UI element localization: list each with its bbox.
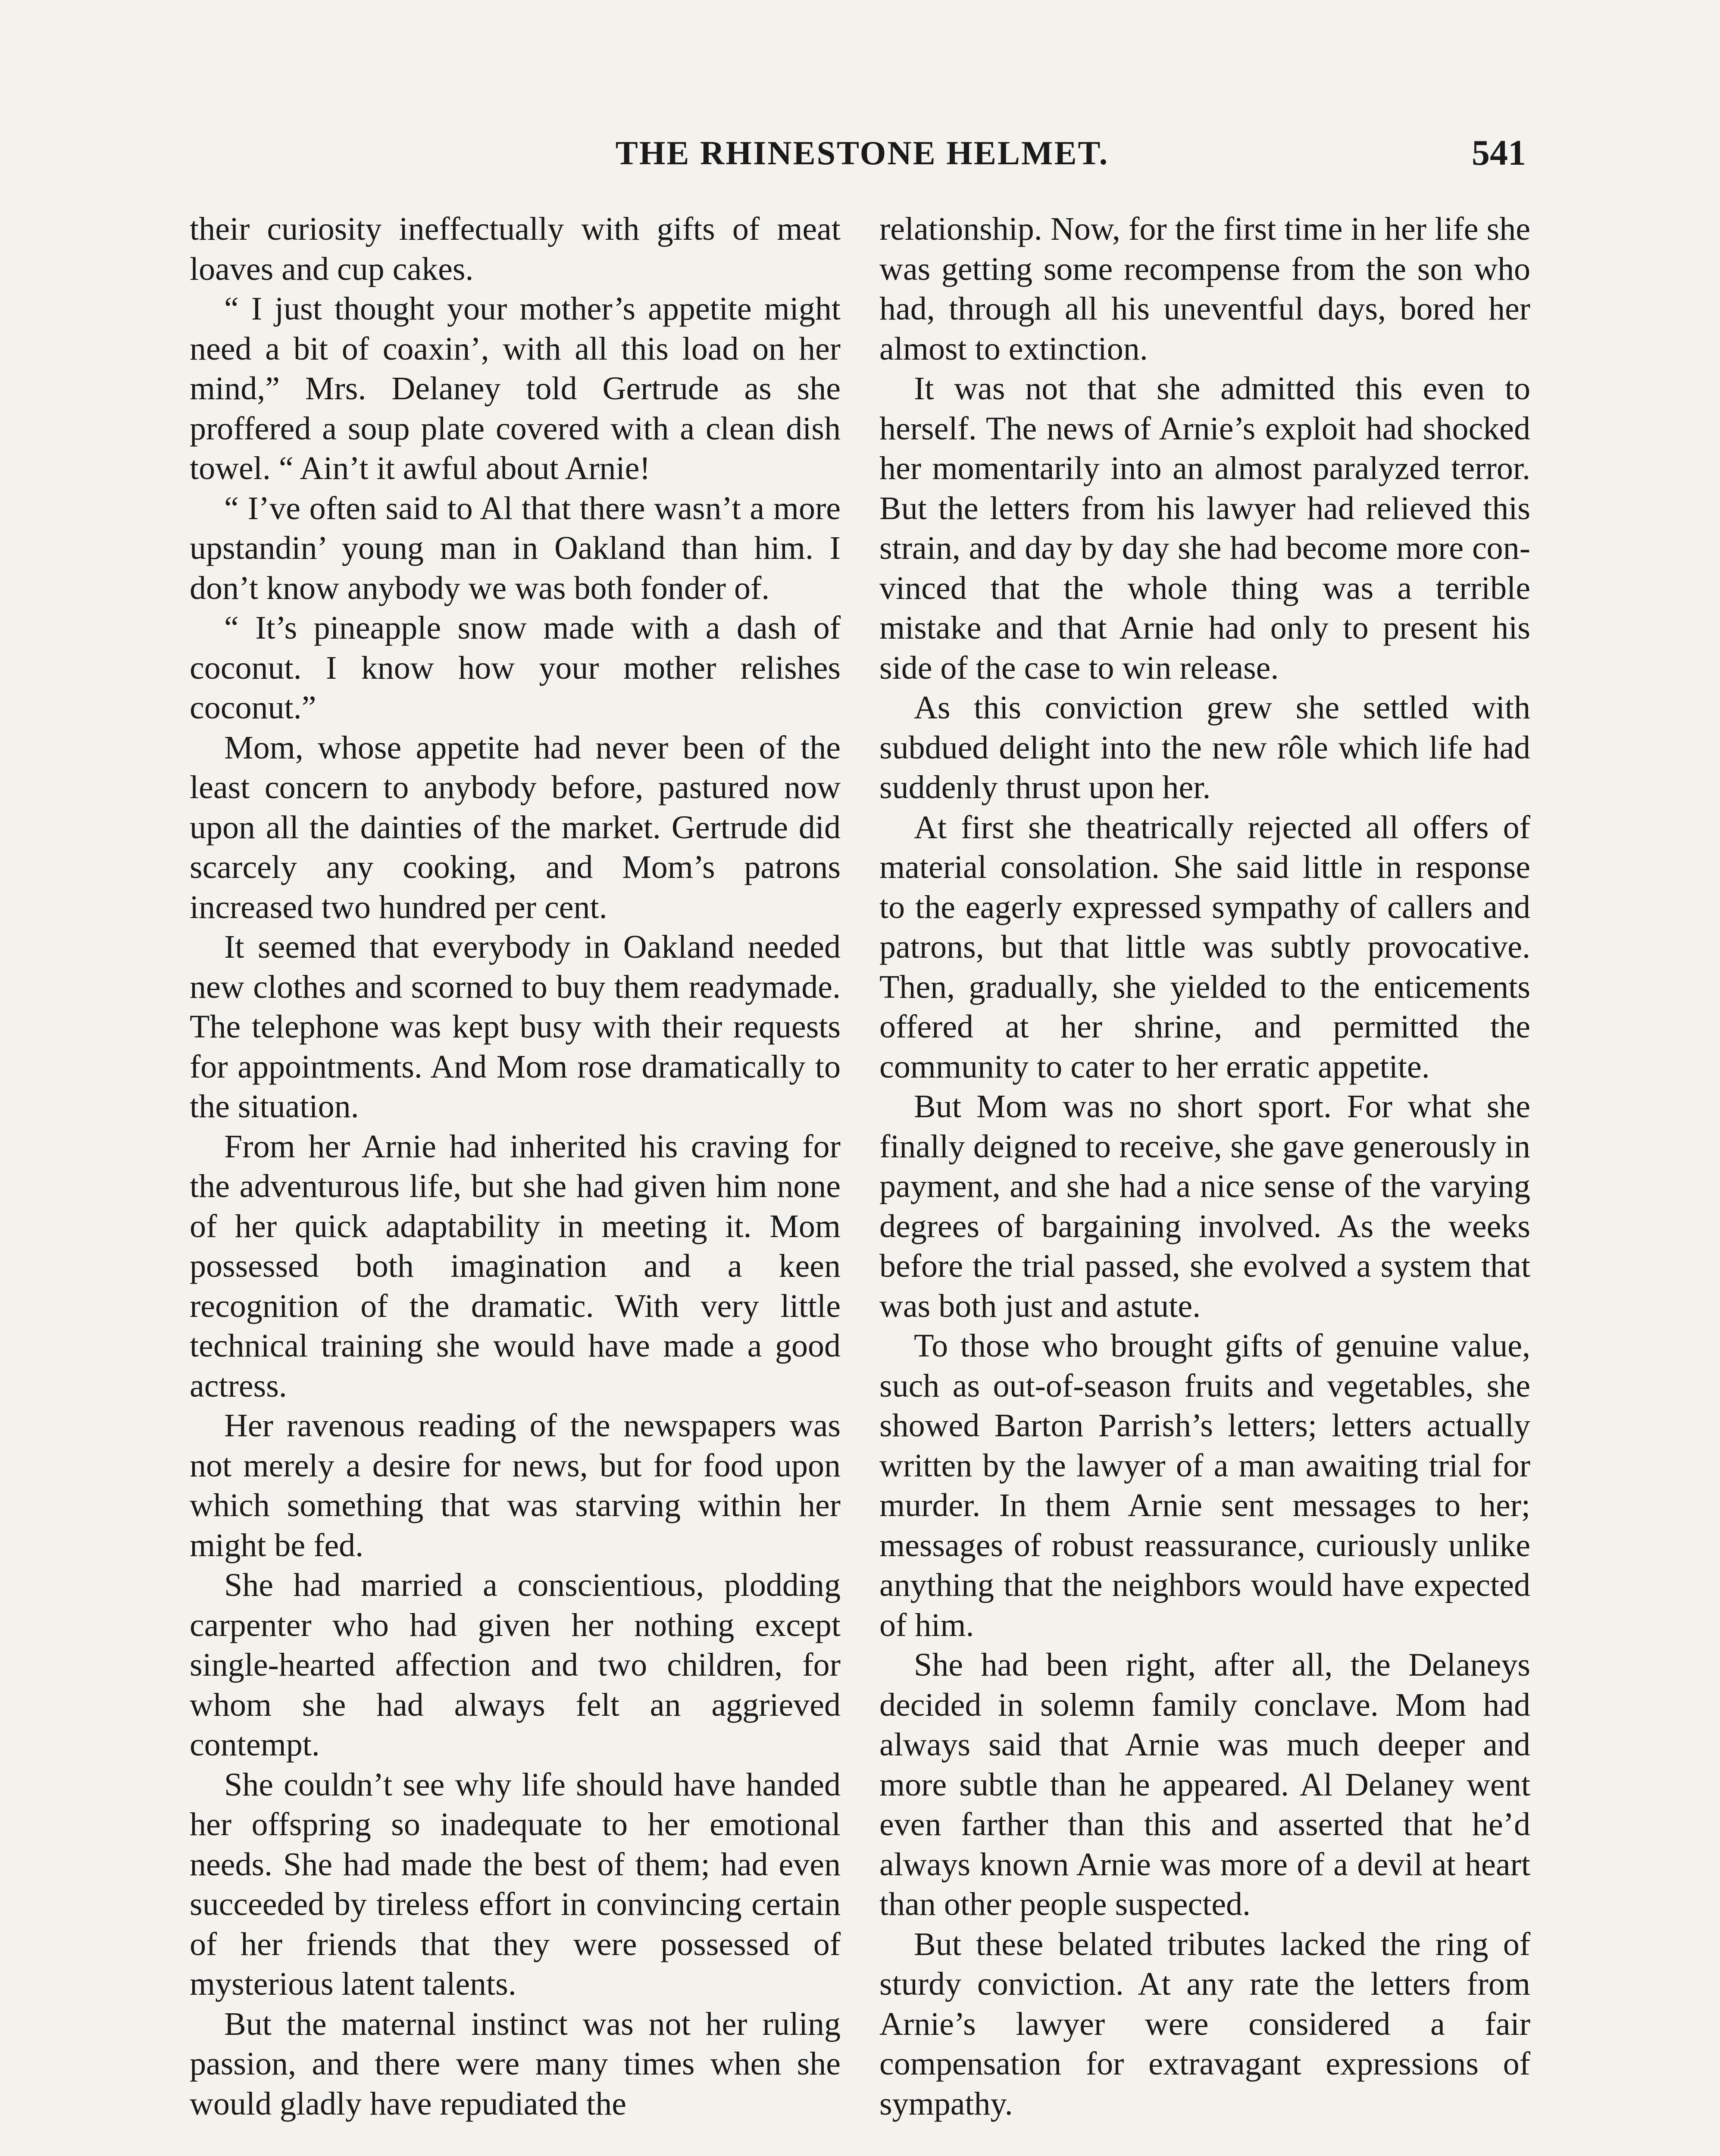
paragraph: relationship. Now, for the first time in her life she was getting some recompense from the son who had, through all his uneventful days, bored her almost to extinction. bbox=[879, 211, 1530, 367]
paragraph: She had married a conscientious, plodding carpenter who had given her nothing except single-hearted affection and two children, for whom she had always felt an aggrieved contempt. bbox=[190, 1567, 841, 1763]
paragraph: It was not that she admitted this even to herself. The news of Arnie’s exploit had shocked her momentarily into an almost paralyzed terror. But the letters from his lawyer had relieved this strain, and day by day she had become more convinced that the whole thing was a terrible mistake and that Arnie had only to present his side of the case to win release. bbox=[879, 370, 1530, 686]
paragraph: But these belated tributes lacked the ring of sturdy conviction. At any rate the letters from Arnie’s lawyer were considered a fair compensation for extravagant expressions of sympathy. bbox=[879, 1926, 1530, 2122]
paragraph: But Mom was no short sport. For what she finally deigned to receive, she gave generously in payment, and she had a nice sense of the varying degrees of bargaining involved. As the weeks before the trial passed, she evolved a system that was both just and astute. bbox=[879, 1088, 1530, 1324]
right-column bbox=[879, 209, 1530, 2124]
paragraph: From her Arnie had inherited his craving for the adventurous life, but she had given him none of her quick adaptability in meeting it. Mom possessed both imagination and a keen recognition of the dramatic. With very little technical training she would have made a good actress. bbox=[190, 1128, 841, 1404]
paragraph: As this conviction grew she settled with subdued delight into the new rôle which life had suddenly thrust upon her. bbox=[879, 689, 1530, 805]
paragraph: “ I’ve often said to Al that there wasn’t a more upstandin’ young man in Oakland than him. I don’t know anybody we was both fonder of. bbox=[190, 490, 841, 606]
paragraph: She had been right, after all, the Delaneys decided in solemn family conclave. Mom had always said that Arnie was much deeper and more subtle than he appeared. Al Delaney went even farther than this and asserted that he’d always known Arnie was more of a devil at heart than other people suspected. bbox=[879, 1647, 1530, 1922]
paragraph: But the maternal instinct was not her ruling passion, and there were many times when she would gladly have repudiated the bbox=[190, 2006, 841, 2122]
paragraph: To those who brought gifts of genuine value, such as out-of-season fruits and vegetables, she showed Barton Parrish’s letters; letters actually written by the lawyer of a man awaiting trial for murder. In them Arnie sent messages to her; messages of robust reassurance, curiously unlike anything that the neighbors would have expected of him. bbox=[879, 1328, 1530, 1643]
paragraph: It seemed that everybody in Oakland needed new clothes and scorned to buy them readymade. The telephone was kept busy with their requests for appointments. And Mom rose dramatically to the situation. bbox=[190, 929, 841, 1125]
running-title: THE RHINESTONE HELMET. bbox=[615, 134, 1109, 172]
left-column bbox=[190, 209, 841, 2124]
running-head bbox=[190, 129, 1535, 177]
page-number: 541 bbox=[1472, 133, 1526, 173]
paragraph: “ It’s pineapple snow made with a dash of coconut. I know how your mother relishes coconut.” bbox=[190, 610, 841, 726]
paragraph: Her ravenous reading of the newspapers was not merely a desire for news, but for food upon which something that was starving within her might be fed. bbox=[190, 1407, 841, 1564]
paragraph: She couldn’t see why life should have handed her offspring so inadequate to her emotional needs. She had made the best of them; had even succeeded by tireless effort in convincing certain of her friends that they were possessed of mysterious latent talents. bbox=[190, 1766, 841, 2002]
paragraph: Mom, whose appetite had never been of the least concern to anybody before, pastured now upon all the dainties of the market. Gertrude did scarcely any cooking, and Mom’s patrons increased two hundred per cent. bbox=[190, 729, 841, 925]
paragraph: At first she theatrically rejected all offers of material consolation. She said little in response to the eagerly expressed sympathy of callers and patrons, but that little was subtly provocative. Then, gradually, she yielded to the enticements offered at her shrine, and permitted the community to cater to her erratic appetite. bbox=[879, 809, 1530, 1085]
paragraph: “ I just thought your mother’s appetite might need a bit of coaxin’, with all this load on her mind,” Mrs. Delaney told Gertrude as she proffered a soup plate covered with a clean dish towel. “ Ain’t it awful about Arnie! bbox=[190, 291, 841, 486]
paragraph: their curiosity ineffectually with gifts of meat loaves and cup cakes. bbox=[190, 211, 841, 287]
